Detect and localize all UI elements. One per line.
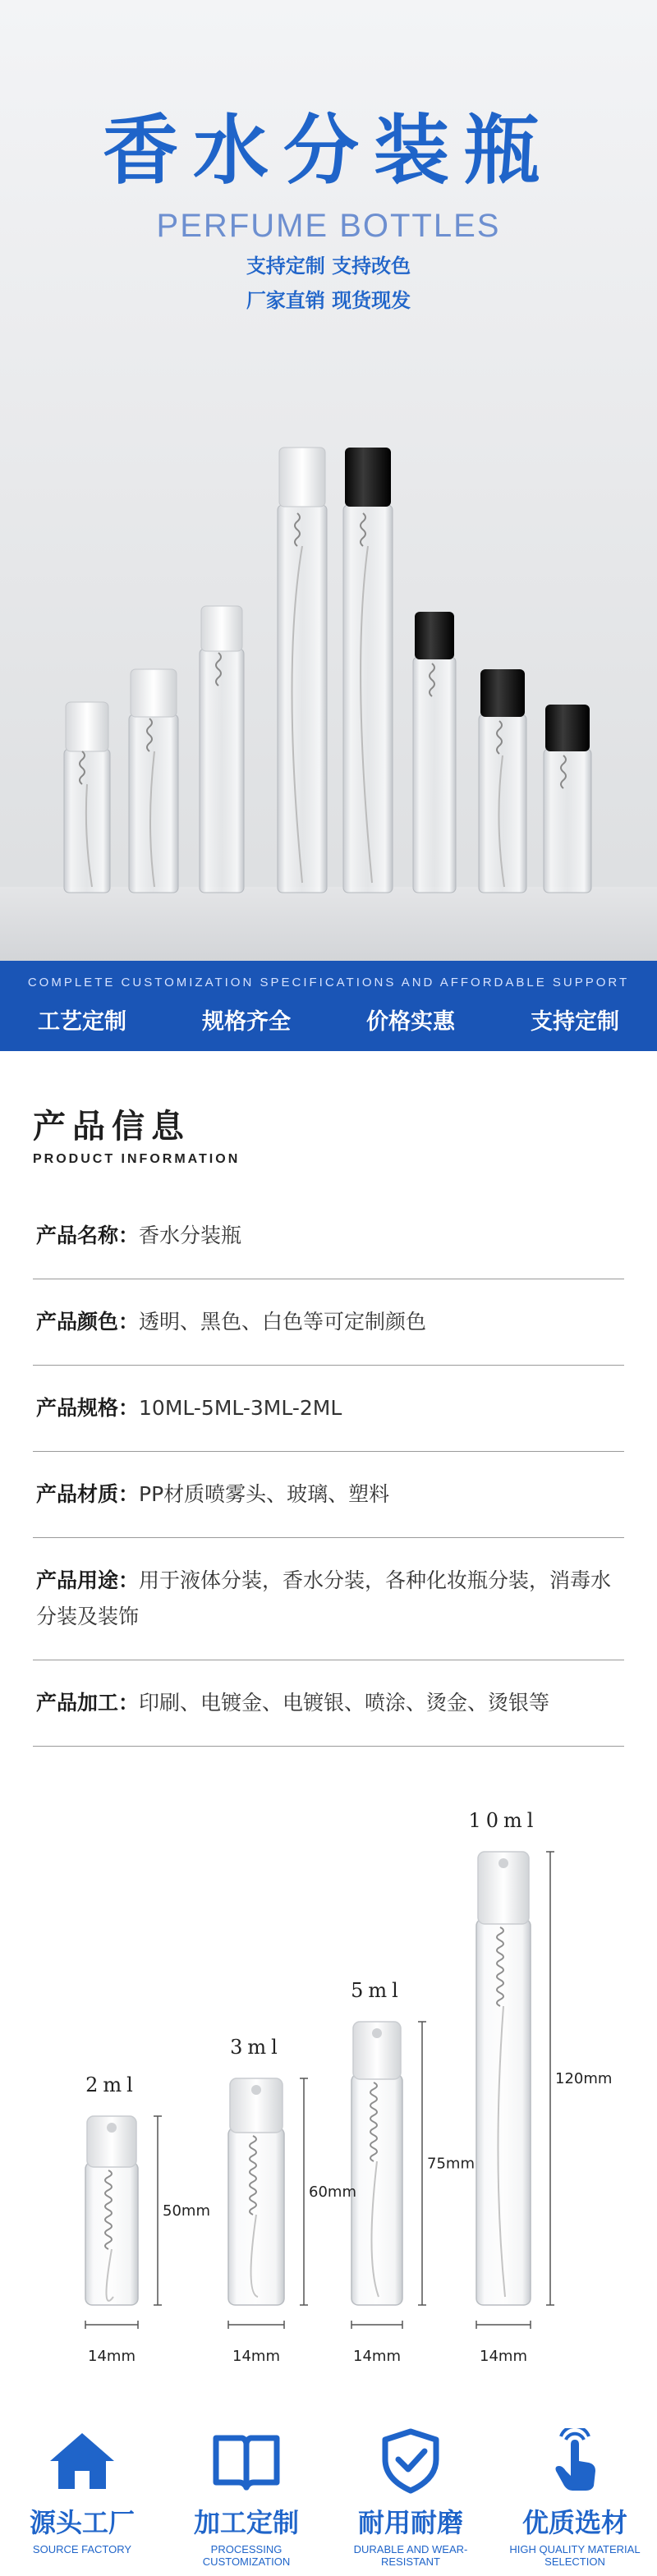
black-bottle-2ml (544, 705, 591, 893)
hero-tagline-1: 支持定制 支持改色 (246, 255, 411, 278)
spec-row-color (33, 1279, 624, 1366)
spec-list (33, 1196, 624, 1747)
feature-durable (333, 2428, 489, 2576)
touch-hand-icon (538, 2428, 612, 2494)
hero-title: 香水分装瓶 (102, 107, 554, 195)
black-bottle-5ml (413, 612, 456, 893)
spec-row-material (33, 1452, 624, 1538)
capacity-label: 3ml (230, 2036, 283, 2059)
clear-bottle-2ml (64, 702, 110, 893)
width-label: 14mm (353, 2348, 401, 2365)
feature-subtitle: PROCESSING CUSTOMIZATION (202, 2543, 291, 2568)
height-label: 75mm (427, 2155, 475, 2173)
product-info-section (0, 1051, 657, 1747)
clear-bottle-3ml (129, 669, 178, 893)
diagram-bottle-2ml (85, 2116, 138, 2305)
spec-value: 香水分装瓶 (139, 1224, 242, 1247)
feature-processing (168, 2428, 324, 2576)
spec-value: 印刷、电镀金、电镀银、喷涂、烫金、烫银等 (139, 1691, 550, 1715)
band-item-price: 价格实惠 (366, 1009, 455, 1035)
spec-row-usage (33, 1538, 624, 1660)
height-label: 60mm (309, 2183, 356, 2201)
black-bottle-3ml (479, 669, 526, 893)
spec-row-processing (33, 1660, 624, 1747)
feature-icons (0, 2404, 657, 2576)
spec-label: 产品加工： (36, 1691, 140, 1715)
band-item-custom: 支持定制 (531, 1009, 619, 1035)
feature-source-factory (4, 2428, 160, 2576)
width-label: 14mm (480, 2348, 527, 2365)
spec-value: 用于液体分装，香水分装，各种化妆瓶分装，消毒水分装及装饰 (36, 1568, 612, 1628)
shield-check-icon (374, 2428, 448, 2494)
house-icon (45, 2428, 119, 2494)
feature-title: 耐用耐磨 (357, 2507, 463, 2538)
hero-subtitle: PERFUME BOTTLES (156, 208, 501, 244)
capacity-label: 2ml (85, 2073, 138, 2096)
info-subtitle: PRODUCT INFORMATION (33, 1152, 241, 1166)
spec-value: PP材质喷雾头、玻璃、塑料 (139, 1482, 390, 1506)
band-items (0, 1003, 657, 1035)
hero-tagline-2: 厂家直销 现货现发 (246, 289, 411, 312)
spec-label: 产品材质： (36, 1482, 140, 1506)
clear-bottle-10ml (278, 448, 327, 893)
band-item-specs: 规格齐全 (202, 1009, 291, 1035)
spec-value: 10ML-5ML-3ML-2ML (139, 1396, 342, 1420)
feature-subtitle: SOURCE FACTORY (32, 2543, 132, 2555)
capacity-label: 10ml (468, 1809, 539, 1832)
spec-label: 产品规格： (36, 1396, 140, 1420)
height-label: 120mm (555, 2070, 613, 2087)
feature-band (0, 961, 657, 1051)
clear-bottle-5ml (200, 606, 244, 893)
diagram-bottle-3ml (228, 2078, 284, 2305)
black-bottle-10ml (343, 448, 393, 893)
diagram-bottle-10ml (476, 1852, 531, 2305)
feature-material (497, 2428, 653, 2576)
feature-title: 加工定制 (193, 2507, 299, 2538)
spec-row-size (33, 1366, 624, 1452)
feature-subtitle: HIGH QUALITY MATERIAL SELECTION (509, 2543, 641, 2568)
feature-title: 优质选材 (521, 2507, 627, 2538)
spec-value: 透明、黑色、白色等可定制颜色 (139, 1310, 427, 1334)
band-tagline: COMPLETE CUSTOMIZATION SPECIFICATIONS AND AFFORDABLE SUPPORT (27, 976, 630, 990)
book-icon (209, 2428, 283, 2494)
spec-label: 产品颜色： (36, 1310, 140, 1334)
size-diagram-svg (0, 1796, 657, 2404)
hero-banner (0, 0, 657, 961)
spec-label: 产品用途： (36, 1568, 140, 1592)
width-label: 14mm (232, 2348, 280, 2365)
height-label: 50mm (163, 2202, 210, 2220)
diagram-bottle-5ml (351, 2022, 402, 2305)
spec-row-name (33, 1196, 624, 1279)
band-item-craft: 工艺定制 (38, 1009, 126, 1035)
size-diagram (0, 1796, 657, 2404)
bottle-lineup-photo (0, 0, 657, 961)
info-title: 产品信息 (33, 1108, 191, 1146)
feature-title: 源头工厂 (29, 2507, 135, 2538)
capacity-label: 5ml (351, 1979, 403, 2002)
feature-subtitle: DURABLE AND WEAR-RESISTANT (353, 2543, 468, 2568)
spec-label: 产品名称： (36, 1224, 140, 1247)
width-label: 14mm (88, 2348, 136, 2365)
